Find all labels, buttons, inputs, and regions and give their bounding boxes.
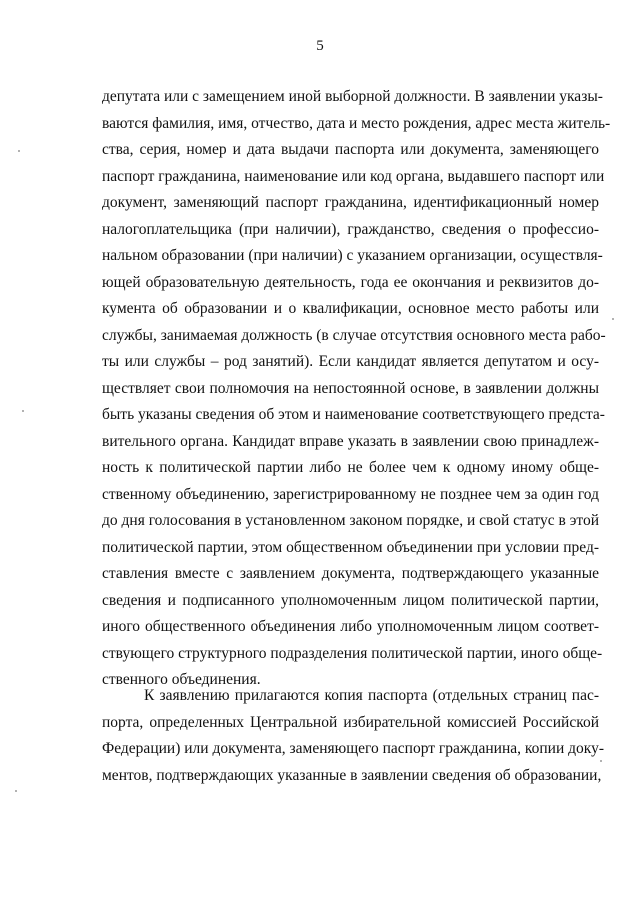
page-number: 5 (316, 38, 324, 54)
text-line: вительного органа. Кандидат вправе указать в заявлении свою принадлеж- (102, 432, 599, 450)
text-line: политической партии, этом общественном объединении при условии пред- (102, 538, 599, 556)
text-line: иного общественного объединения либо уполномоченным лицом соответ- (102, 618, 599, 635)
text-line: ственному объединению, зарегистрированному не позднее чем за один год (102, 485, 599, 503)
text-line: кумента об образовании и о квалификации, основное место работы или (102, 300, 599, 317)
paragraph-attachments (102, 683, 604, 789)
text-line: нальном образовании (при наличии) с указанием организации, осуществля- (102, 247, 603, 264)
text-line: до дня голосования в установленном законом порядке, и свой статус в этой (102, 512, 600, 529)
text-line: быть указаны сведения об этом и наименование соответствующего предста- (102, 406, 605, 423)
text-line: ваются фамилия, имя, отчество, дата и место рождения, адрес места житель- (102, 114, 611, 132)
text-line: Федерации) или документа, заменяющего паспорт гражданина, копии доку- (102, 740, 604, 757)
scan-speck (15, 790, 17, 792)
text-line: сведения и подписанного уполномоченным лицом политической партии, (102, 591, 599, 609)
text-line: депутата или с замещением иной выборной должности. В заявлении указы- (102, 88, 603, 105)
text-line: ствующего структурного подразделения политической партии, иного обще- (102, 644, 603, 662)
text-line: службы, занимаемая должность (в случае отсутствия основного места рабо- (102, 326, 606, 344)
scan-speck (22, 410, 24, 412)
text-line: ществляет свои полномочия на непостоянной основе, в заявлении должны (102, 379, 599, 397)
text-line: паспорт гражданина, наименование или код органа, выдавшего паспорт или (102, 167, 605, 185)
scan-speck (600, 760, 602, 762)
text-line: ства, серия, номер и дата выдачи паспорта или документа, заменяющего (102, 141, 599, 158)
paragraph-candidate-application (102, 84, 611, 694)
scan-speck (612, 318, 614, 320)
text-line: порта, определенных Центральной избирательной комиссией Российской (102, 713, 599, 731)
text-line: ственного объединения. (102, 671, 261, 688)
text-line: документ, заменяющий паспорт гражданина, идентификационный номер (102, 194, 599, 211)
text-line: ность к политической партии либо не более чем к одному иному обще- (102, 459, 599, 476)
text-line: ющей образовательную деятельность, года ее окончания и реквизитов до- (102, 273, 599, 291)
scan-speck (18, 150, 20, 152)
text-line: ты или службы – род занятий). Если кандидат является депутатом и осу- (102, 353, 599, 370)
text-line: налогоплательщика (при наличии), гражданство, сведения о профессио- (102, 220, 599, 238)
text-line: ставления вместе с заявлением документа, подтверждающего указанные (102, 565, 599, 582)
text-line: К заявлению прилагаются копия паспорта (отдельных страниц пас- (144, 687, 599, 704)
text-line: ментов, подтверждающих указанные в заявлении сведения об образовании, (102, 766, 602, 784)
